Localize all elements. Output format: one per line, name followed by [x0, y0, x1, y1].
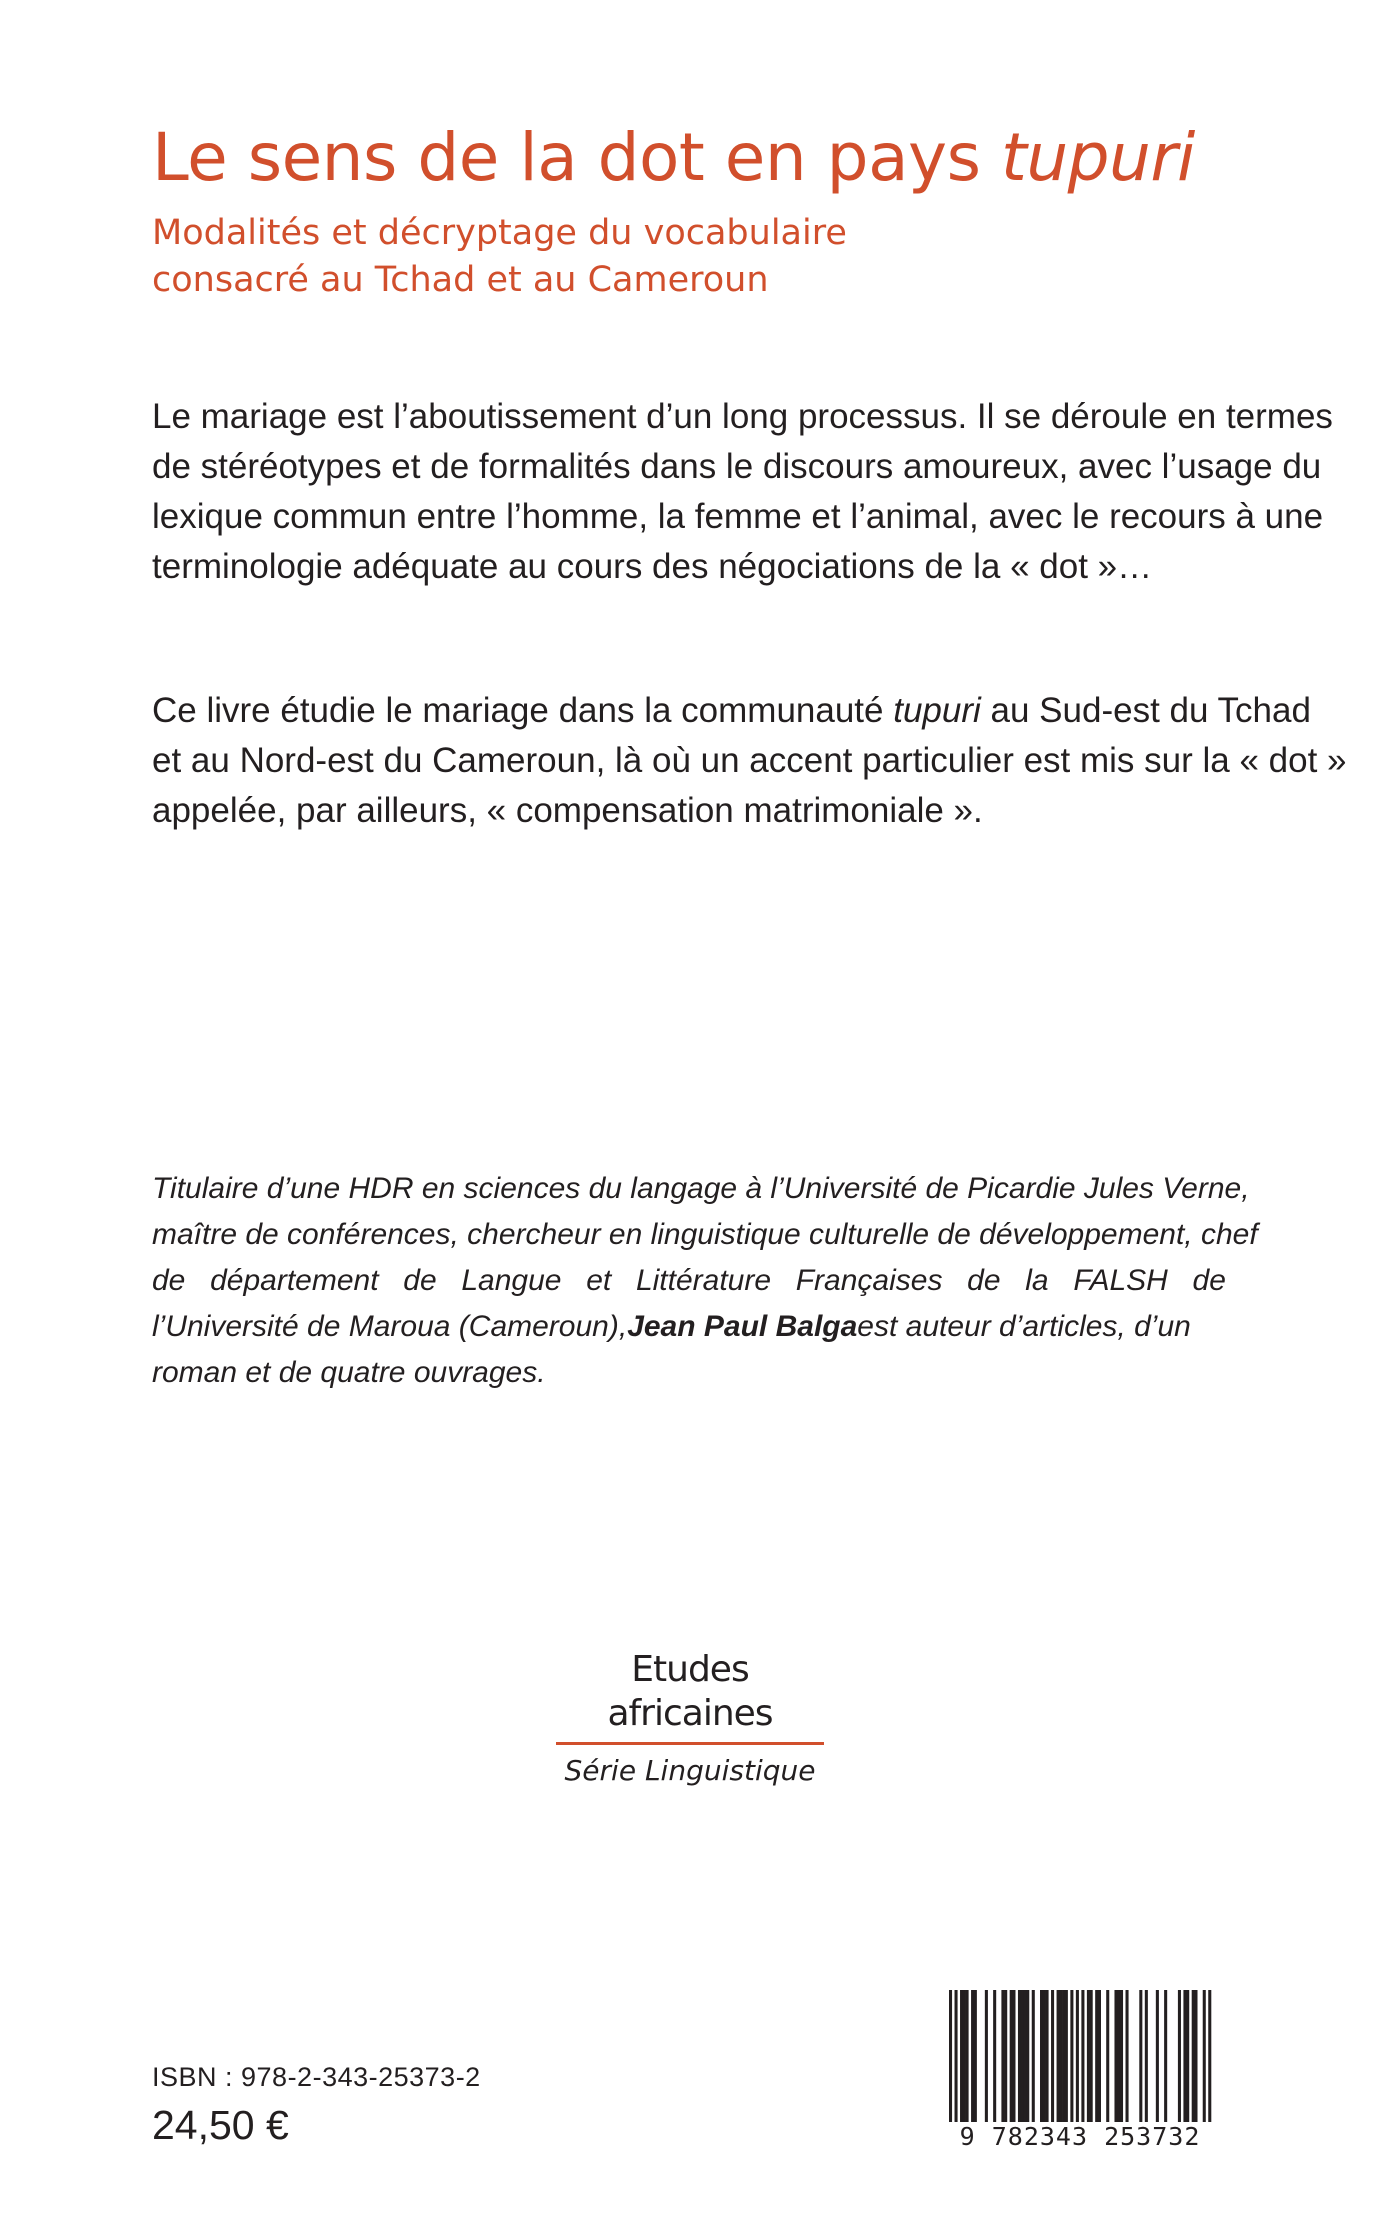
barcode-bar	[985, 1990, 988, 2130]
barcode-bar	[1126, 1990, 1129, 2130]
barcode-bar	[993, 1990, 996, 2130]
barcode-bar	[1046, 1990, 1049, 2130]
bio-text: est auteur d’articles, d’un	[857, 1310, 1191, 1343]
barcode-bar	[974, 1990, 977, 2130]
bio-word: de	[967, 1264, 1001, 1297]
title-italic: tupuri	[1000, 119, 1195, 196]
bio-line	[152, 1304, 1226, 1350]
bio-word: de	[152, 1264, 186, 1297]
barcode-bar	[1081, 1990, 1084, 2130]
barcode-bar	[1192, 1990, 1195, 2130]
barcode-bar	[960, 1990, 963, 2130]
barcode-bar	[1194, 1990, 1197, 2130]
barcode-bar	[1062, 1990, 1065, 2130]
bio-word: Françaises	[795, 1264, 943, 1297]
isbn: ISBN : 978-2-343-25373-2	[152, 2062, 481, 2092]
paragraph-italic: tupuri	[893, 691, 981, 730]
barcode-bar	[1070, 1990, 1073, 2130]
barcode-bar	[1065, 1990, 1068, 2130]
barcode-bar	[1095, 1990, 1098, 2130]
paragraph-line: terminologie adéquate au cours des négociations de la « dot »…	[152, 547, 1153, 586]
barcode-bar	[1145, 1990, 1148, 2130]
barcode-bar	[949, 1990, 952, 2130]
barcode-bar	[1090, 1990, 1093, 2130]
bio-word: département	[210, 1264, 379, 1297]
summary-paragraph-2	[152, 686, 1347, 836]
book-title	[152, 118, 1195, 198]
summary-paragraph-1	[152, 392, 1333, 592]
barcode-bar	[1032, 1990, 1035, 2130]
book-subtitle	[152, 210, 1252, 304]
series-subtitle: Série Linguistique	[564, 1754, 816, 1787]
barcode-bar	[955, 1990, 958, 2130]
barcode-bar	[1114, 1990, 1117, 2130]
paragraph-line: Le mariage est l’aboutissement d’un long processus. Il se déroule en termes	[152, 397, 1333, 436]
barcode-bar	[1203, 1990, 1206, 2130]
bio-line: roman et de quatre ouvrages.	[152, 1356, 546, 1389]
bio-line-justified	[152, 1258, 1226, 1304]
barcode-bar	[1186, 1990, 1189, 2130]
paragraph-line	[152, 686, 1311, 736]
barcode-bar	[1087, 1990, 1090, 2130]
paragraph-line: et au Nord-est du Cameroun, là où un accent particulier est mis sur la « dot »	[152, 741, 1347, 780]
barcode-bar	[1004, 1990, 1007, 2130]
price: 24,50 €	[152, 2102, 289, 2148]
author-name: Jean Paul Balga	[627, 1310, 858, 1343]
subtitle-line: consacré au Tchad et au Cameroun	[152, 260, 769, 300]
barcode-bar	[971, 1990, 974, 2130]
bio-line: Titulaire d’une HDR en sciences du langage à l’Université de Picardie Jules Verne,	[152, 1172, 1250, 1205]
paragraph-line: de stéréotypes et de formalités dans le discours amoureux, avec l’usage du	[152, 447, 1322, 486]
barcode-bar	[1178, 1990, 1181, 2130]
series-logo	[550, 1648, 830, 1789]
barcode-bar	[1010, 1990, 1013, 2130]
barcode-bar	[1164, 1990, 1167, 2130]
barcode-bar	[1018, 1990, 1021, 2130]
paragraph-line: appelée, par ailleurs, « compensation matrimoniale ».	[152, 791, 983, 830]
bio-word: de	[403, 1264, 437, 1297]
barcode-bar	[1012, 1990, 1015, 2130]
barcode-bar	[1051, 1990, 1054, 2130]
barcode-bar	[963, 1990, 966, 2130]
paragraph-text: au Sud-est du Tchad	[980, 691, 1311, 730]
barcode-bar	[1139, 1990, 1142, 2130]
barcode-bar	[1098, 1990, 1101, 2130]
barcode-bar	[1156, 1990, 1159, 2130]
barcode-bar	[1117, 1990, 1120, 2130]
barcode-bar	[1021, 1990, 1024, 2130]
bio-word: de	[1192, 1264, 1226, 1297]
barcode-bars	[945, 1990, 1215, 2130]
barcode-bar	[1023, 1990, 1026, 2130]
bio-line: maître de conférences, chercheur en linguistique culturelle de développement, chef	[152, 1218, 1258, 1251]
barcode-bar	[1026, 1990, 1029, 2130]
barcode	[945, 1990, 1215, 2150]
barcode-bar	[1059, 1990, 1062, 2130]
bio-word: Littérature	[635, 1264, 772, 1297]
bio-word: la	[1025, 1264, 1049, 1297]
barcode-bar	[1057, 1990, 1060, 2130]
barcode-bar	[1106, 1990, 1109, 2130]
subtitle-line: Modalités et décryptage du vocabulaire	[152, 213, 847, 253]
bio-word: FALSH	[1073, 1264, 1168, 1297]
barcode-bar	[1001, 1990, 1004, 2130]
barcode-bar	[1043, 1990, 1046, 2130]
barcode-digits: 9 782343 253732	[945, 2122, 1215, 2152]
author-bio	[152, 1166, 1258, 1396]
barcode-bar	[1120, 1990, 1123, 2130]
paragraph-line: lexique commun entre l’homme, la femme et l’animal, avec le recours à une	[152, 497, 1324, 536]
barcode-bar	[1183, 1990, 1186, 2130]
bio-word: Langue	[461, 1264, 562, 1297]
barcode-bar	[1040, 1990, 1043, 2130]
series-name: Etudes africaines	[607, 1649, 773, 1734]
series-divider	[556, 1742, 824, 1745]
bio-text: l’Université de Maroua (Cameroun),	[152, 1310, 628, 1343]
bio-word: et	[586, 1264, 612, 1297]
barcode-bar	[1076, 1990, 1079, 2130]
barcode-bar	[966, 1990, 969, 2130]
title-main: Le sens de la dot en pays	[152, 119, 1001, 196]
paragraph-text: Ce livre étudie le mariage dans la communauté	[152, 691, 894, 730]
barcode-bar	[1208, 1990, 1211, 2130]
